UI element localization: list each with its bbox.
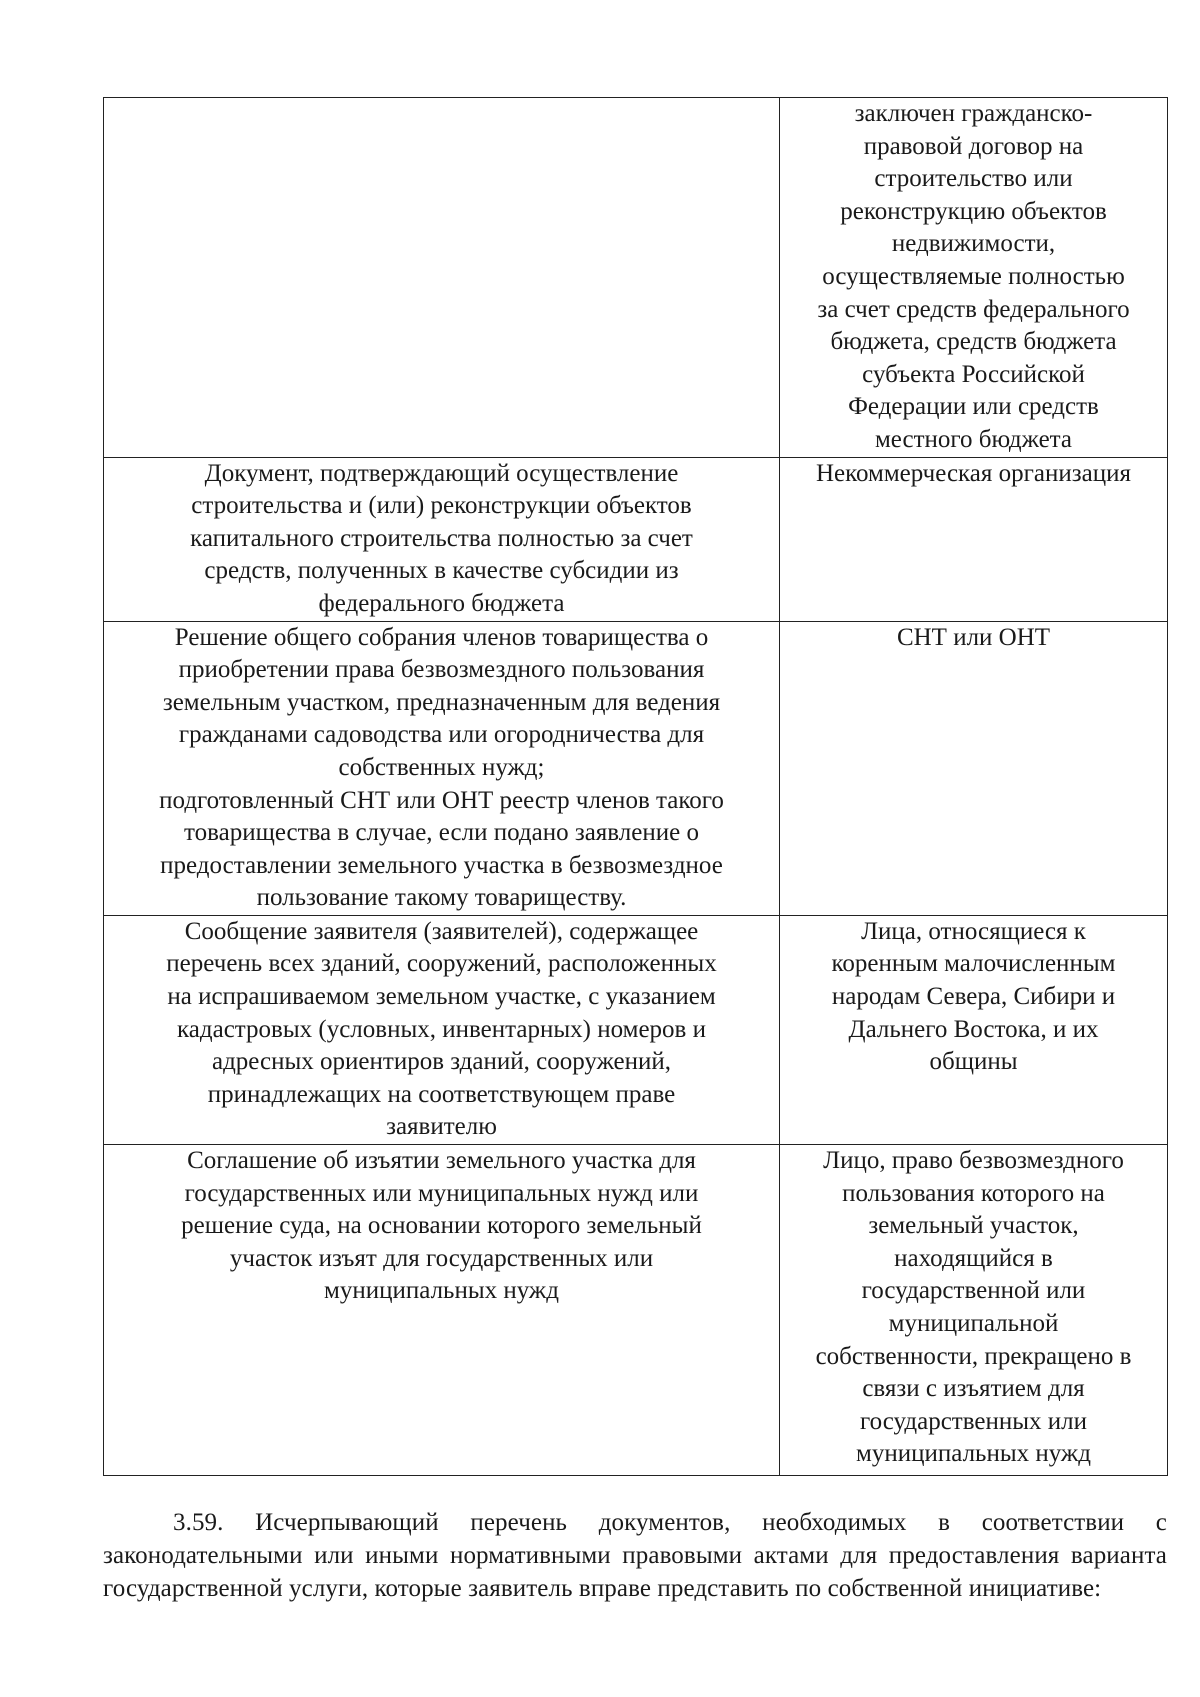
section-paragraph: 3.59. Исчерпывающий перечень документов, необходимых в соответствии с законодательными или иными нормативными правовыми актами для предоставления варианта государственной услуги, которые заявитель вправе представить по собственной инициативе:: [103, 1509, 1167, 1602]
document-cell: [104, 98, 780, 458]
applicant-cell: Лицо, право безвозмездного пользования которого на земельный участок, находящийся в государственной или муниципальной собственности, прекращено в связи с изъятием для государственных или муниципальных нужд: [780, 1145, 1168, 1476]
documents-table: [103, 97, 1168, 1476]
table-row: [104, 98, 1168, 458]
applicant-cell: Лица, относящиеся к коренным малочисленным народам Севера, Сибири и Дальнего Востока, и их общины: [780, 915, 1168, 1144]
applicant-cell: заключен гражданско- правовой договор на строительство или реконструкцию объектов недвижимости, осуществляемые полностью за счет средств федерального бюджета, средств бюджета субъекта Российской Федерации или средств местного бюджета: [780, 98, 1168, 458]
table-row: [104, 1145, 1168, 1476]
applicant-cell: СНТ или ОНТ: [780, 621, 1168, 915]
table-row: [104, 457, 1168, 621]
applicant-cell: Некоммерческая организация: [780, 457, 1168, 621]
table-row: [104, 621, 1168, 915]
document-cell: Соглашение об изъятии земельного участка для государственных или муниципальных нужд или решение суда, на основании которого земельный участок изъят для государственных или муниципальных нужд: [104, 1145, 780, 1476]
document-cell: Документ, подтверждающий осуществление строительства и (или) реконструкции объектов капитального строительства полностью за счет средств, полученных в качестве субсидии из федерального бюджета: [104, 457, 780, 621]
table-row: [104, 915, 1168, 1144]
document-cell: Сообщение заявителя (заявителей), содержащее перечень всех зданий, сооружений, расположенных на испрашиваемом земельном участке, с указанием кадастровых (условных, инвентарных) номеров и адресных ориентиров зданий, сооружений, принадлежащих на соответствующем праве заявителю: [104, 915, 780, 1144]
document-cell: Решение общего собрания членов товарищества о приобретении права безвозмездного пользования земельным участком, предназначенным для ведения гражданами садоводства или огородничества для собственных нужд; подготовленный СНТ или ОНТ реестр членов такого товарищества в случае, если подано заявление о предоставлении земельного участка в безвозмездное пользование такому товариществу.: [104, 621, 780, 915]
